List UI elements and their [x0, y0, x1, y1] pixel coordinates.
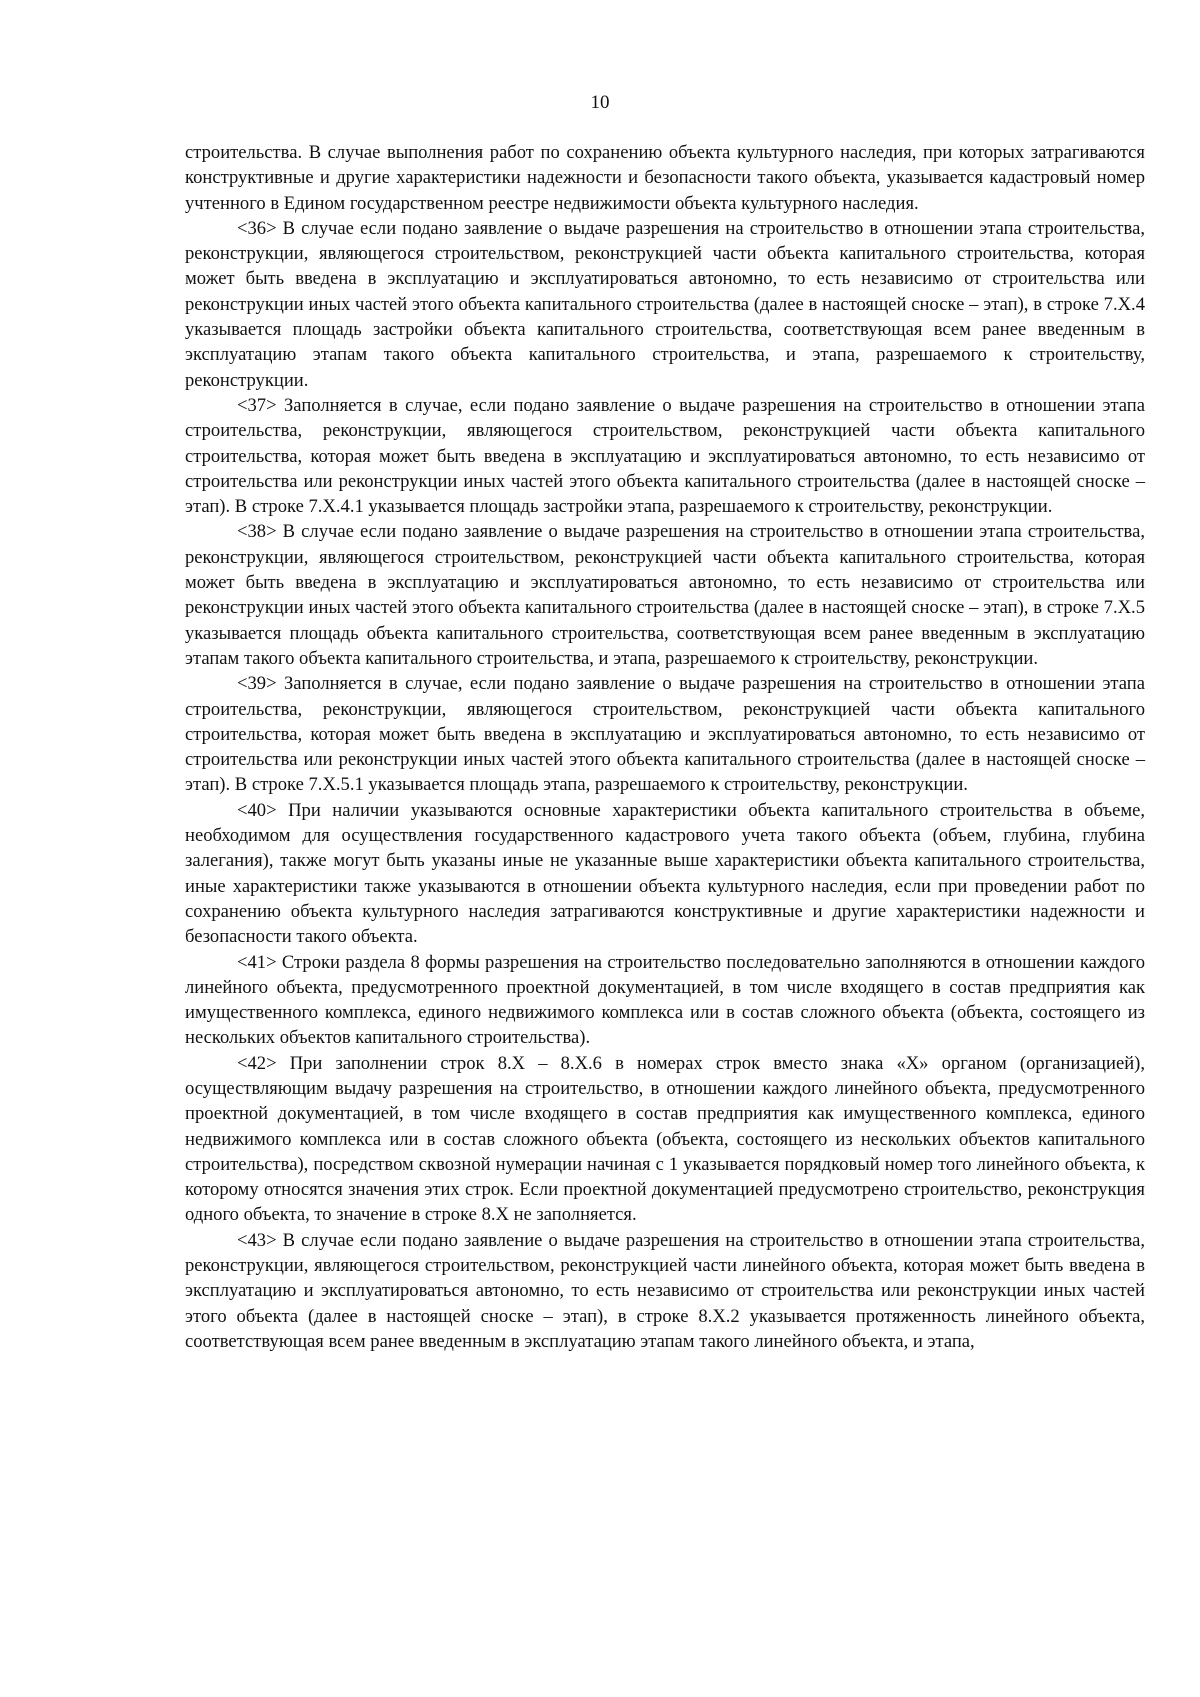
footnote-43: <43> В случае если подано заявление о выдаче разрешения на строительство в отношении этапа строительства, реконструкции, являющегося строительством, реконструкцией части линейного объекта, которая может быть введена в эксплуатацию и эксплуатироваться автономно, то есть независимо от строительства или реконструкции иных частей этого объекта (далее в настоящей сноске – этап), в строке 8.X.2 указывается протяженность линейного объекта, соответствующая всем ранее введенным в эксплуатацию этапам такого линейного объекта, и этапа,	[185, 1229, 1145, 1352]
footnote-36: <36> В случае если подано заявление о выдаче разрешения на строительство в отношении этапа строительства, реконструкции, являющегося строительством, реконструкцией части объекта капитального строительства, которая может быть введена в эксплуатацию и эксплуатироваться автономно, то есть независимо от строительства или реконструкции иных частей этого объекта капитального строительства (далее в настоящей сноске – этап), в строке 7.X.4 указывается площадь застройки объекта капитального строительства, соответствующая всем ранее введенным в эксплуатацию этапам такого объекта капитального строительства, и этапа, разрешаемого к строительству, реконструкции.	[185, 217, 1145, 391]
footnote-38: <38> В случае если подано заявление о выдаче разрешения на строительство в отношении этапа строительства, реконструкции, являющегося строительством, реконструкцией части объекта капитального строительства, которая может быть введена в эксплуатацию и эксплуатироваться автономно, то есть независимо от строительства или реконструкции иных частей этого объекта капитального строительства (далее в настоящей сноске – этап), в строке 7.X.5 указывается площадь объекта капитального строительства, соответствующая всем ранее введенным в эксплуатацию этапам такого объекта капитального строительства, и этапа, разрешаемого к строительству, реконструкции.	[185, 521, 1145, 669]
footnote-37: <37> Заполняется в случае, если подано заявление о выдаче разрешения на строительство в отношении этапа строительства, реконструкции, являющегося строительством, реконструкцией части объекта капитального строительства, которая может быть введена в эксплуатацию и эксплуатироваться автономно, то есть независимо от строительства или реконструкции иных частей этого объекта капитального строительства (далее в настоящей сноске – этап). В строке 7.X.4.1 указывается площадь застройки этапа, разрешаемого к строительству, реконструкции.	[185, 394, 1145, 518]
footnote-39: <39> Заполняется в случае, если подано заявление о выдаче разрешения на строительство в отношении этапа строительства, реконструкции, являющегося строительством, реконструкцией части объекта капитального строительства, которая может быть введена в эксплуатацию и эксплуатироваться автономно, то есть независимо от строительства или реконструкции иных частей этого объекта капитального строительства (далее в настоящей сноске – этап). В строке 7.X.5.1 указывается площадь этапа, разрешаемого к строительству, реконструкции.	[185, 673, 1145, 796]
footnote-40: <40> При наличии указываются основные характеристики объекта капитального строительства в объеме, необходимом для осуществления государственного кадастрового учета такого объекта (объем, глубина, глубина залегания), также могут быть указаны иные не указанные выше характеристики объекта капитального строительства, иные характеристики также указываются в отношении объекта культурного наследия, если при проведении работ по сохранению объекта культурного наследия затрагиваются конструктивные и другие характеристики надежности и безопасности такого объекта.	[185, 799, 1145, 948]
paragraph-continuation: строительства. В случае выполнения работ по сохранению объекта культурного наследия, при которых затрагиваются конструктивные и другие характеристики надежности и безопасности такого объекта, указывается кадастровый номер учтенного в Едином государственном реестре недвижимости объекта культурного наследия.	[185, 142, 1145, 214]
footnote-41: <41> Строки раздела 8 формы разрешения на строительство последовательно заполняются в отношении каждого линейного объекта, предусмотренного проектной документацией, в том числе входящего в состав предприятия как имущественного комплекса, единого недвижимого комплекса или в состав сложного объекта (объекта, состоящего из нескольких объектов капитального строительства).	[185, 951, 1145, 1049]
document-body	[185, 140, 1145, 1354]
footnote-42: <42> При заполнении строк 8.X – 8.X.6 в номерах строк вместо знака «X» органом (организацией), осуществляющим выдачу разрешения на строительство, в отношении каждого линейного объекта, предусмотренного проектной документацией, в том числе входящего в состав предприятия как имущественного комплекса, единого недвижимого комплекса или в состав сложного объекта (объекта, состоящего из нескольких объектов капитального строительства), посредством сквозной нумерации начиная с 1 указывается порядковый номер того линейного объекта, к которому относятся значения этих строк. Если проектной документацией предусмотрено строительство, реконструкция одного объекта, то значение в строке 8.X не заполняется.	[185, 1052, 1145, 1226]
page-number: 10	[590, 92, 610, 113]
